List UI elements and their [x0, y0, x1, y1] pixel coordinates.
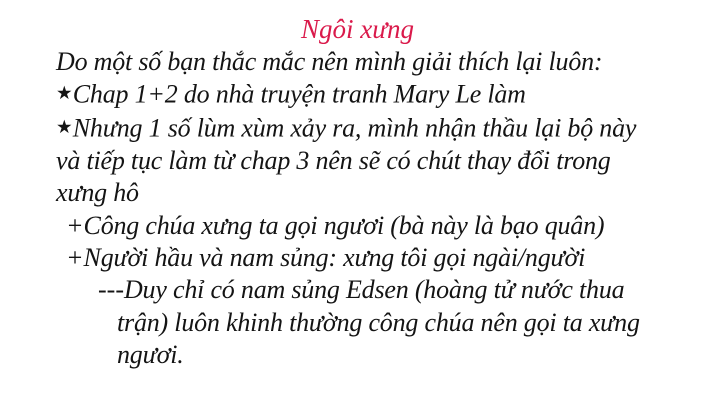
text-line-label: và tiếp tục làm từ chap 3 nên sẽ có chút thay đổi trong	[56, 145, 611, 175]
dash-bullet: ---	[98, 275, 124, 305]
text-line	[0, 274, 715, 306]
text-line-label: Nhưng 1 số lùm xùm xảy ra, mình nhận thầu lại bộ này	[72, 113, 637, 143]
text-line	[0, 242, 715, 274]
text-line	[0, 46, 715, 78]
text-line-label: Công chúa xưng ta gọi ngươi (bà này là bạo quân)	[83, 210, 605, 240]
text-line-label: xưng hô	[56, 178, 139, 208]
text-line	[0, 307, 715, 339]
text-line	[0, 177, 715, 209]
text-line-label: Duy chỉ có nam sủng Edsen (hoàng tử nước thua	[123, 275, 625, 305]
text-line-label: Do một số bạn thắc mắc nên mình giải thích lại luôn:	[56, 47, 603, 76]
plus-bullet: +	[66, 242, 84, 272]
text-line	[0, 339, 715, 371]
plus-bullet: +	[66, 210, 84, 240]
star-bullet-icon: ★	[56, 83, 73, 105]
text-line-label: trận) luôn khinh thường công chúa nên gọi ta xưng	[117, 307, 640, 337]
text-line	[0, 210, 715, 242]
text-line	[0, 112, 715, 145]
text-line-label: Chap 1+2 do nhà truyện tranh Mary Le làm	[72, 80, 526, 110]
star-bullet-icon: ★	[56, 116, 73, 138]
text-line	[0, 145, 715, 177]
text-line-label: ngươi.	[117, 340, 184, 370]
text-line-label: Người hầu và nam sủng: xưng tôi gọi ngài/người	[83, 242, 586, 272]
page-title: Ngôi xưng	[301, 14, 414, 44]
text-line	[0, 78, 715, 111]
